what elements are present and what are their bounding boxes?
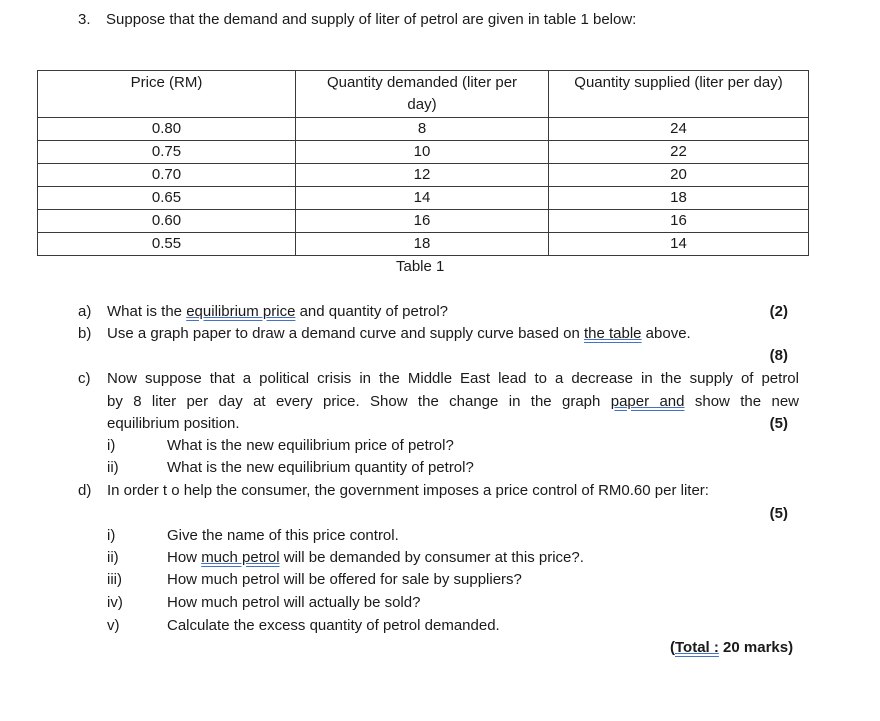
part-d-sub-iii-text: How much petrol will be offered for sale by suppliers? (167, 571, 522, 588)
table-header-row (38, 71, 809, 118)
part-b-text (107, 325, 691, 342)
part-b-marks: (8) (769, 347, 788, 364)
part-c-label: c) (78, 370, 91, 387)
part-c-sub-i-label: i) (107, 437, 116, 454)
cell-demanded: 18 (296, 233, 549, 256)
part-d-sub-ii-underlined: much petrol (201, 549, 280, 566)
part-d-sub-iii-label: iii) (107, 571, 122, 588)
table-caption: Table 1 (396, 258, 445, 275)
part-d-text: In order t o help the consumer, the government imposes a price control of RM0.60 per liter: (107, 482, 709, 499)
part-c-sub-ii-label: ii) (107, 459, 119, 476)
part-d-sub-v-text: Calculate the excess quantity of petrol demanded. (167, 617, 500, 634)
cell-demanded: 12 (296, 164, 549, 187)
part-c-line-3: equilibrium position. (107, 415, 240, 432)
cell-supplied: 22 (549, 141, 809, 164)
part-a-text-end: and quantity of petrol? (295, 303, 449, 320)
part-d-sub-ii-end: will be demanded by consumer at this price?. (279, 549, 584, 566)
table-row (38, 233, 809, 256)
part-d-sub-iv-text: How much petrol will actually be sold? (167, 594, 421, 611)
cell-demanded: 14 (296, 187, 549, 210)
cell-supplied: 20 (549, 164, 809, 187)
part-d-label: d) (78, 482, 92, 499)
part-a-label: a) (78, 303, 92, 320)
part-d-marks: (5) (769, 505, 788, 522)
table-row (38, 210, 809, 233)
header-quantity-supplied: Quantity supplied (liter per day) (549, 71, 809, 118)
part-b-label: b) (78, 325, 92, 342)
cell-supplied: 16 (549, 210, 809, 233)
cell-demanded: 10 (296, 141, 549, 164)
total-open-paren: ( (670, 639, 675, 656)
part-c-underlined: paper and (610, 393, 685, 410)
part-b-text-start: Use a graph paper to draw a demand curve and supply curve based on (107, 325, 584, 342)
part-c-line-1: Now suppose that a political crisis in the Middle East lead to a decrease in the supply of petrol (107, 370, 799, 387)
part-b-text-end: above. (641, 325, 691, 342)
part-a-text-start: What is the (107, 303, 187, 320)
cell-price: 0.55 (38, 233, 296, 256)
header-quantity-demanded: Quantity demanded (liter per day) (296, 71, 549, 118)
part-b-underlined: the table (583, 325, 642, 342)
part-d-sub-v-label: v) (107, 617, 120, 634)
cell-supplied: 18 (549, 187, 809, 210)
part-c-line-2-end: show the new (684, 393, 799, 410)
cell-supplied: 14 (549, 233, 809, 256)
cell-price: 0.65 (38, 187, 296, 210)
cell-demanded: 8 (296, 118, 549, 141)
part-c-sub-i-text: What is the new equilibrium price of petrol? (167, 437, 454, 454)
cell-demanded: 16 (296, 210, 549, 233)
part-c-sub-ii-text: What is the new equilibrium quantity of petrol? (167, 459, 474, 476)
question-number: 3. (78, 11, 91, 28)
part-c-line-2 (107, 393, 799, 410)
cell-price: 0.75 (38, 141, 296, 164)
part-a-underlined: equilibrium price (186, 303, 296, 320)
part-d-sub-ii-label: ii) (107, 549, 119, 566)
part-a-text (107, 303, 448, 320)
part-d-sub-i-text: Give the name of this price control. (167, 527, 399, 544)
cell-price: 0.60 (38, 210, 296, 233)
table-row (38, 164, 809, 187)
table-row (38, 187, 809, 210)
part-a-marks: (2) (769, 303, 788, 320)
part-c-marks: (5) (769, 415, 788, 432)
cell-supplied: 24 (549, 118, 809, 141)
part-c-line-2-start: by 8 liter per day at every price. Show the change in the graph (107, 393, 611, 410)
part-d-sub-i-label: i) (107, 527, 116, 544)
total-value: 20 marks) (718, 639, 794, 656)
part-d-sub-ii-start: How (167, 549, 202, 566)
demand-supply-table (37, 70, 809, 256)
cell-price: 0.80 (38, 118, 296, 141)
part-d-sub-iv-label: iv) (107, 594, 123, 611)
table-row (38, 118, 809, 141)
part-d-sub-ii-text (167, 549, 584, 566)
table-row (38, 141, 809, 164)
question-intro: Suppose that the demand and supply of liter of petrol are given in table 1 below: (106, 11, 637, 28)
cell-price: 0.70 (38, 164, 296, 187)
total-label: Total : (675, 639, 719, 656)
header-price: Price (RM) (38, 71, 296, 118)
total-marks (670, 639, 793, 656)
